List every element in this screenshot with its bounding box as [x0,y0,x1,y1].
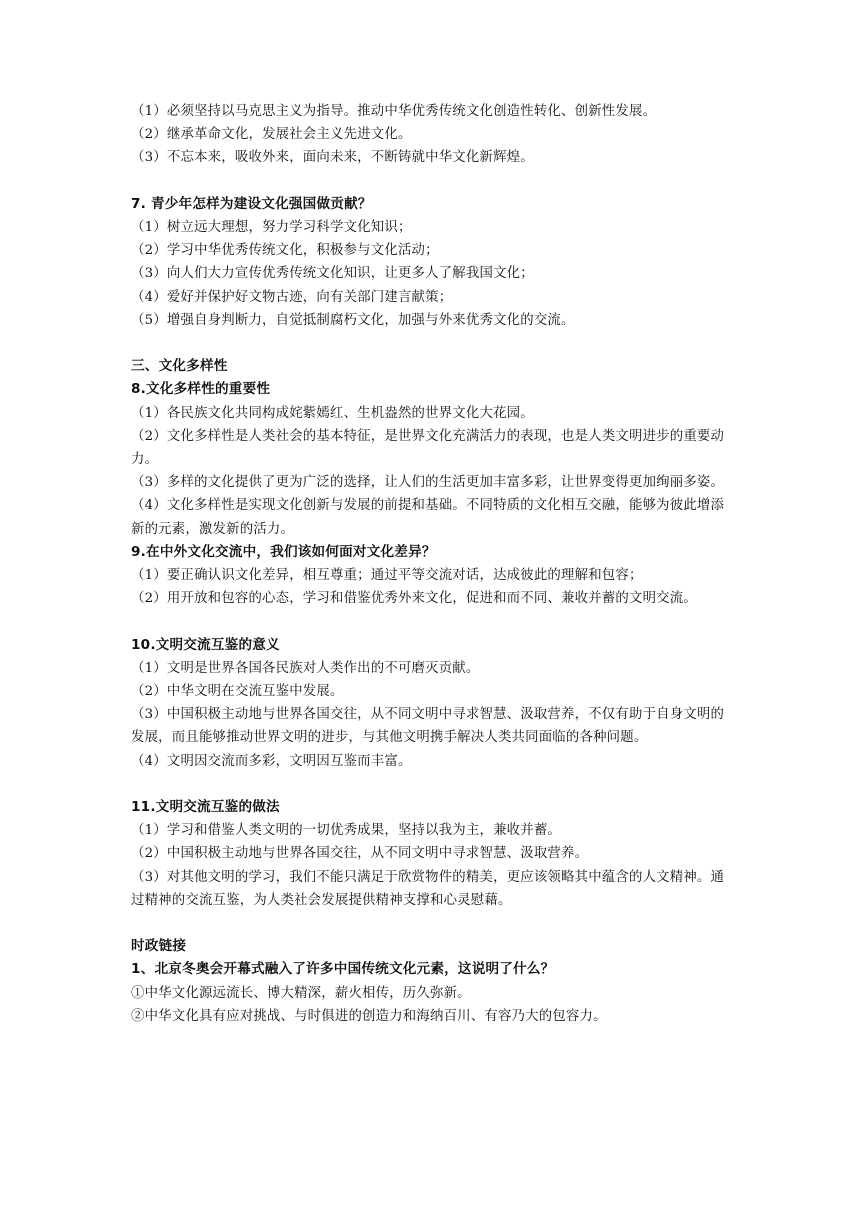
list-item: （3）对其他文明的学习，我们不能只满足于欣赏物件的精美，更应该领略其中蕴含的人文精神。通过精神的交流互鉴，为人类社会发展提供精神支撑和心灵慰藉。 [131,869,725,908]
question-heading: 10.文明交流互鉴的意义 [131,636,280,653]
list-item: （3）多样的文化提供了更为广泛的选择，让人们的生活更加丰富多彩，让世界变得更加绚丽多姿。 [131,475,725,491]
section-heading: 三、文化多样性 [131,358,228,375]
list-item: （1）树立远大理想，努力学习科学文化知识； [131,220,412,235]
list-item: （4）文明因交流而多彩，文明因互鉴而丰富。 [131,753,412,769]
question-heading: 7. 青少年怎样为建设文化强国做贡献？ [131,195,372,212]
question-heading: 11.文明交流互鉴的做法 [131,799,280,816]
question-heading: 9.在中外文化交流中，我们该如何面对文化差异？ [131,543,436,560]
list-item: （3）中国积极主动地与世界各国交往，从不同文明中寻求智慧、汲取营养，不仅有助于自身文明的发展，而且能够推动世界文明的进步，与其他文明携手解决人类共同面临的各种问题。 [131,707,725,746]
section-inheritance-points [131,100,731,170]
list-item: （1）必须坚持以马克思主义为指导。推动中华优秀传统文化创造性转化、创新性发展。 [131,104,657,119]
list-item: （5）增强自身判断力，自觉抵制腐朽文化，加强与外来优秀文化的交流。 [131,312,575,328]
document-content [131,100,731,1028]
section-q8 [131,378,731,540]
list-item: （3）向人们大力宣传优秀传统文化知识，让更多人了解我国文化； [131,266,534,282]
list-item: （4）文化多样性是实现文化创新与发展的前提和基础。不同特质的文化相互交融，能够为彼此增添新的元素，激发新的活力。 [131,498,725,537]
list-item: （3）不忘本来，吸收外来，面向未来，不断铸就中华文化新辉煌。 [131,150,534,166]
section-q10 [131,634,731,773]
news-heading: 时政链接 [131,938,187,955]
list-item: （1）各民族文化共同构成姹紫嫣红、生机盎然的世界文化大花园。 [131,405,534,421]
list-item: （2）用开放和包容的心态，学习和借鉴优秀外来文化，促进和而不同、兼收并蓄的文明交流。 [131,591,697,607]
news-question: 1、北京冬奥会开幕式融入了许多中国传统文化元素，这说明了什么？ [131,961,555,978]
list-item: （4）爱好并保护好文物古迹，向有关部门建言献策； [131,289,453,305]
answer-item: ①中华文化源远流长、博大精深，薪火相传，历久弥新。 [131,985,471,1001]
section-q9 [131,541,731,611]
list-item: （1）要正确认识文化差异，相互尊重；通过平等交流对话，达成彼此的理解和包容； [131,568,643,584]
answer-item: ②中华文化具有应对挑战、与时俱进的创造力和海纳百川、有容乃大的包容力。 [131,1008,607,1024]
section-q7 [131,193,731,332]
list-item: （2）中华文明在交流互鉴中发展。 [131,684,344,700]
section-q11 [131,796,731,912]
list-item: （2）中国积极主动地与世界各国交往，从不同文明中寻求智慧、汲取营养。 [131,846,589,862]
question-heading: 8.文化多样性的重要性 [131,381,271,398]
list-item: （1）学习和借鉴人类文明的一切优秀成果，坚持以我为主，兼收并蓄。 [131,823,562,839]
section-news-link [131,935,731,1028]
list-item: （2）学习中华优秀传统文化，积极参与文化活动； [131,243,439,259]
list-item: （2）继承革命文化，发展社会主义先进文化。 [131,127,412,143]
list-item: （1）文明是世界各国各民族对人类作出的不可磨灭贡献。 [131,660,480,676]
list-item: （2）文化多样性是人类社会的基本特征，是世界文化充满活力的表现，也是人类文明进步的重要动力。 [131,428,725,468]
